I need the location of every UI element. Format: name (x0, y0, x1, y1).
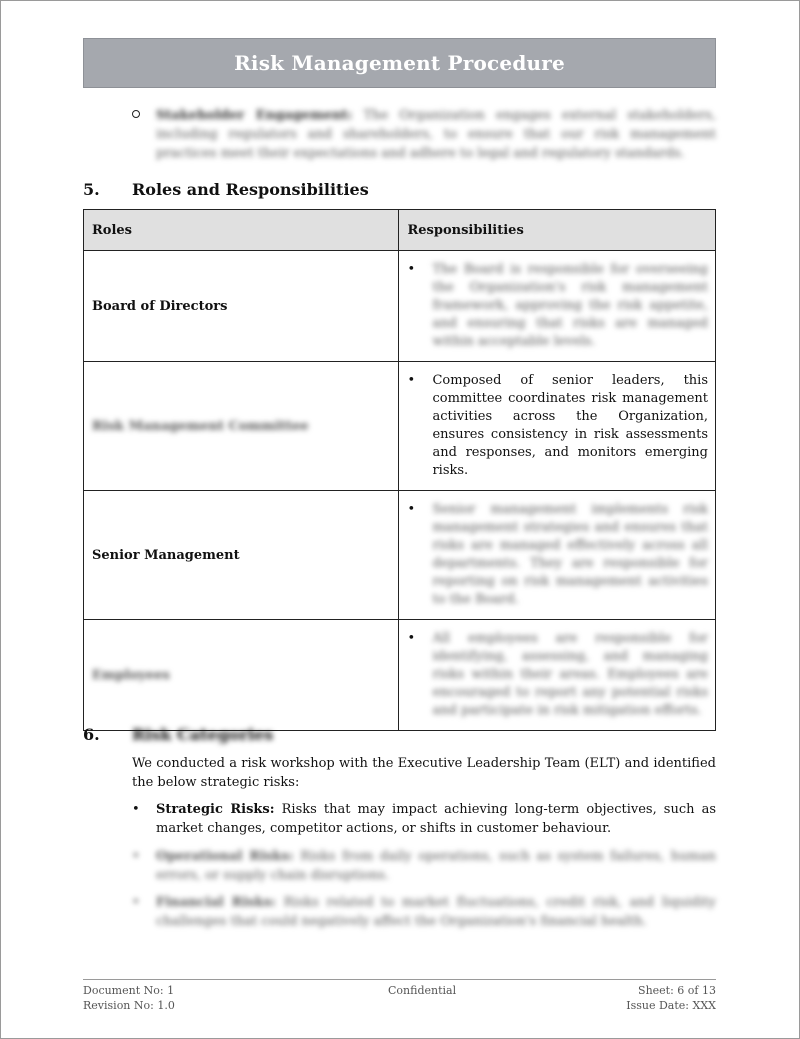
table-header-roles: Roles (84, 210, 399, 251)
responsibility-cell (399, 251, 716, 362)
footer-issue-date: Issue Date: XXX (626, 999, 716, 1012)
role-cell: Board of Directors (84, 251, 399, 362)
list-item-label: Strategic Risks: (156, 802, 275, 817)
role-text: Employees (92, 667, 170, 683)
list-item (132, 893, 716, 931)
list-item (132, 800, 716, 838)
responsibility-text: The Board is responsible for overseeing the Organization's risk management framework, approving the risk appetite, and ensuring that risks are managed within acceptable levels. (432, 262, 708, 349)
table-header-responsibilities: Responsibilities (399, 210, 716, 251)
footer-confidential: Confidential (388, 984, 457, 997)
role-text: Risk Management Committee (92, 418, 309, 434)
list-item-text: Risks that may impact achieving long-term objectives, such as market changes, competitor actions, or shifts in customer behaviour. (156, 802, 716, 836)
list-item-text: Risks related to market fluctuations, credit risk, and liquidity challenges that could negatively affect the Organization's financial health. (156, 895, 716, 929)
circle-bullet-icon (132, 110, 140, 118)
responsibility-cell (399, 491, 716, 620)
list-item-text: Risks from daily operations, such as system failures, human errors, or supply chain disruptions. (156, 849, 716, 883)
intro-bullet-text (156, 106, 716, 163)
responsibility-text: Senior management implements risk management strategies and ensures that risks are managed effectively across all departments. They are responsible for reporting on risk management activities to the Board. (432, 502, 708, 607)
bullet-icon: • (132, 895, 140, 910)
table-row (84, 620, 716, 731)
responsibility-text: Composed of senior leaders, this committee coordinates risk management activities across the Organization, ensures consistency in risk assessments and responses, and monitors emerging risks. (432, 373, 708, 478)
footer-revision: Revision No: 1.0 (83, 999, 175, 1012)
roles-table (83, 209, 716, 731)
table-row (84, 491, 716, 620)
bullet-icon: • (132, 849, 140, 864)
section-5-title: Roles and Responsibilities (132, 180, 369, 199)
responsibility-cell (399, 620, 716, 731)
list-item (132, 847, 716, 885)
table-row (84, 362, 716, 491)
responsibility-cell (399, 362, 716, 491)
intro-bullet-label: Stakeholder Engagement: (156, 108, 353, 123)
bullet-icon: • (407, 502, 416, 517)
section-6-title: Risk Categories (132, 725, 274, 744)
page-title: Risk Management Procedure (234, 51, 565, 75)
footer-sheet: Sheet: 6 of 13 (638, 984, 716, 997)
table-row (84, 251, 716, 362)
footer-divider (83, 979, 716, 980)
intro-bullet-body: The Organization engages external stakeholders, including regulators and shareholders, to ensure that our risk management practices meet their expectations and adhere to legal and regulatory standards. (156, 108, 716, 161)
section-5-number: 5. (83, 180, 100, 199)
header-band (83, 38, 716, 88)
bullet-icon: • (407, 262, 416, 277)
bullet-icon: • (407, 373, 416, 388)
role-cell (84, 362, 399, 491)
responsibility-text: All employees are responsible for identifying, assessing, and managing risks within their areas. Employees are encouraged to report any potential risks and participate in risk mitigation efforts. (432, 631, 708, 718)
list-item-label: Operational Risks: (156, 849, 294, 864)
bullet-icon: • (132, 802, 140, 817)
footer-doc-no: Document No: 1 (83, 984, 175, 997)
bullet-icon: • (407, 631, 416, 646)
list-item-label: Financial Risks: (156, 895, 276, 910)
role-cell (84, 620, 399, 731)
table-header-row (84, 210, 716, 251)
section-6-intro: We conducted a risk workshop with the Executive Leadership Team (ELT) and identified the below strategic risks: (132, 756, 716, 790)
role-cell: Senior Management (84, 491, 399, 620)
section-6-number: 6. (83, 725, 100, 744)
